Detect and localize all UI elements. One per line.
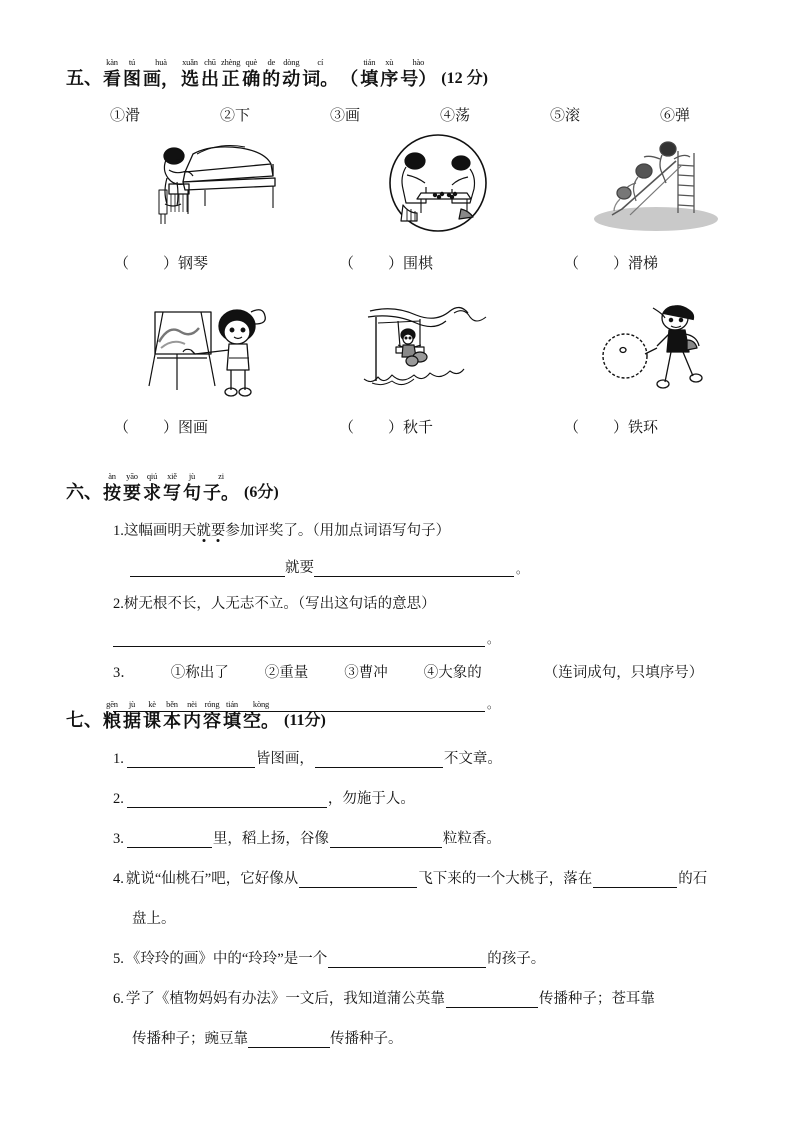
label-cell xyxy=(550,242,775,273)
answer-blank[interactable] xyxy=(328,950,486,968)
item-text: 不文章。 xyxy=(443,751,502,767)
painting-drawing xyxy=(123,295,303,400)
ruby-char xyxy=(181,58,199,90)
answer-blank[interactable] xyxy=(127,750,255,768)
ruby-char xyxy=(203,472,239,504)
hanzi: 写 xyxy=(163,483,181,503)
verb-option: ②下 xyxy=(220,108,251,124)
ruby-char xyxy=(203,700,221,732)
q1-dotted-char-2: 要 xyxy=(210,523,226,539)
ruby-char xyxy=(103,472,121,504)
pinyin: xuǎn xyxy=(182,57,198,67)
pinyin: cí xyxy=(317,57,324,67)
period: 。 xyxy=(487,697,500,711)
pinyin: kòng xyxy=(252,699,270,709)
ruby-char xyxy=(242,58,260,90)
section-six-score: (6分) xyxy=(244,484,279,501)
picture-cell-hoop xyxy=(550,295,775,400)
pinyin: kè xyxy=(148,699,156,709)
slide-drawing xyxy=(573,131,753,236)
pinyin: àn xyxy=(108,471,116,481)
ruby-char xyxy=(243,700,279,732)
label-cell xyxy=(550,406,775,437)
ruby-char xyxy=(201,58,219,90)
ruby-char xyxy=(302,58,338,90)
section-five-number: 五、 xyxy=(66,68,102,88)
label-cell xyxy=(325,242,550,273)
hanzi: 内 xyxy=(183,711,201,731)
pinyin: yāo xyxy=(126,471,138,481)
answer-blank[interactable] xyxy=(130,559,285,577)
item-text: 《玲玲的画》中的“玲玲”是一个 xyxy=(125,951,328,967)
label-text: ）图画 xyxy=(163,420,209,436)
answer-blank[interactable] xyxy=(299,870,417,888)
pinyin: róng xyxy=(204,699,220,709)
ruby-char xyxy=(123,58,141,90)
ruby-char xyxy=(221,58,240,90)
picture-cell-weiqi xyxy=(325,131,550,236)
q1-answer-mid: 就要 xyxy=(285,560,314,576)
paren-open: （ xyxy=(339,420,355,436)
item-text: ，勿施于人。 xyxy=(327,791,415,807)
fill-item-2 xyxy=(0,790,793,808)
answer-blank[interactable] xyxy=(446,990,538,1008)
picture-cell-painting xyxy=(100,295,325,400)
hanzi: 确 xyxy=(242,69,261,89)
fill-item-4-continuation xyxy=(0,910,793,928)
section-seven-number: 七、 xyxy=(66,710,102,730)
verb-option: ⑥弹 xyxy=(660,108,691,124)
ruby-char xyxy=(123,700,141,732)
weiqi-drawing xyxy=(348,131,528,236)
pinyin: xiě xyxy=(167,471,177,481)
paren-open: （ xyxy=(114,256,130,272)
answer-blank-weiqi[interactable] xyxy=(325,252,433,273)
hanzi: （ xyxy=(340,69,359,89)
item-text: 就说“仙桃石”吧，它好像从 xyxy=(125,871,299,887)
item-number: 5. xyxy=(113,951,124,967)
pinyin: jù xyxy=(128,699,136,709)
item-text: 的孩子。 xyxy=(487,951,546,967)
section-five-heading xyxy=(0,58,793,90)
q3-word-option: ④大象的 xyxy=(423,665,482,681)
verb-options xyxy=(0,104,793,125)
q3-hint: （连词成句，只填序号） xyxy=(543,665,704,681)
section-seven-title-ruby xyxy=(102,700,280,732)
hanzi: 粮 xyxy=(103,711,121,731)
ruby-char xyxy=(163,472,181,504)
hanzi: 动 xyxy=(282,69,301,89)
fill-item-4 xyxy=(0,870,793,888)
item-text: 传播种子；苍耳靠 xyxy=(538,991,655,1007)
question-6-2: 2.树无根不长，人无志不立。（写出这句话的意思） xyxy=(113,596,436,612)
hanzi: 画， xyxy=(143,69,179,89)
label-text: ）钢琴 xyxy=(163,256,209,272)
hanzi: 本 xyxy=(163,711,181,731)
verb-option: ⑤滚 xyxy=(550,108,581,124)
answer-blank[interactable] xyxy=(127,790,327,808)
hanzi: 求 xyxy=(143,483,161,503)
ruby-char xyxy=(143,472,161,504)
hanzi: 的 xyxy=(262,69,281,89)
picture-row-1 xyxy=(0,131,793,236)
pinyin: tián xyxy=(363,57,376,67)
pinyin: běn xyxy=(166,699,178,709)
fill-item-6-continuation xyxy=(0,1030,793,1048)
picture-labels-row-2 xyxy=(0,406,793,437)
hanzi: 词。 xyxy=(302,69,339,89)
item-number: 1. xyxy=(113,751,124,767)
item-text: 盘上。 xyxy=(132,911,176,927)
pinyin: què xyxy=(245,57,258,67)
picture-cell-piano xyxy=(100,131,325,236)
fill-item-3 xyxy=(0,830,793,848)
hanzi: 空。 xyxy=(243,711,279,731)
section-seven xyxy=(0,700,793,1048)
hanzi: 填 xyxy=(223,711,241,731)
pinyin: jù xyxy=(188,471,196,481)
ruby-char xyxy=(282,58,300,90)
label-cell xyxy=(100,406,325,437)
item-text: 粒粒香。 xyxy=(442,831,501,847)
item-text: 传播种子。 xyxy=(330,1031,403,1047)
verb-option: ③画 xyxy=(330,108,361,124)
paren-open: （ xyxy=(114,420,130,436)
pinyin: tú xyxy=(128,57,136,67)
label-cell xyxy=(325,406,550,437)
ruby-char xyxy=(163,700,181,732)
paren-open: （ xyxy=(339,256,355,272)
label-text: ）铁环 xyxy=(613,420,659,436)
pinyin: xù xyxy=(385,57,394,67)
item-text: 皆图画， xyxy=(255,751,314,767)
ruby-char xyxy=(103,700,121,732)
q3-word-option: ①称出了 xyxy=(170,665,229,681)
hanzi: 子。 xyxy=(203,483,239,503)
ruby-char xyxy=(143,700,161,732)
answer-blank-swing[interactable] xyxy=(325,416,433,437)
fill-item-6 xyxy=(0,990,793,1008)
q1-text-after: 参加评奖了。（用加点词语写句子） xyxy=(225,523,451,539)
ruby-char xyxy=(223,700,241,732)
answer-blank-slide[interactable] xyxy=(550,252,658,273)
label-text: ）围棋 xyxy=(388,256,434,272)
hanzi: 容 xyxy=(203,711,221,731)
question-6-3 xyxy=(0,661,793,682)
pinyin: chū xyxy=(204,57,216,67)
item-number: 6. xyxy=(113,991,124,1007)
pinyin: qiú xyxy=(146,471,158,481)
q3-number: 3． xyxy=(113,665,135,681)
label-cell xyxy=(100,242,325,273)
pinyin: huà xyxy=(155,57,167,67)
period: 。 xyxy=(487,632,500,646)
item-text: 的石 xyxy=(678,871,708,887)
pinyin: de xyxy=(267,57,276,67)
label-text: ）滑梯 xyxy=(613,256,659,272)
swing-drawing xyxy=(348,295,528,400)
label-text: ）秋千 xyxy=(388,420,434,436)
picture-labels-row-1 xyxy=(0,242,793,273)
hanzi: 看 xyxy=(103,69,121,89)
section-seven-score: (11分) xyxy=(284,712,326,729)
hanzi: 选 xyxy=(181,69,199,89)
ruby-char xyxy=(360,58,378,90)
q1-dotted-char-1: 就 xyxy=(196,523,211,539)
answer-blank[interactable] xyxy=(330,830,442,848)
hanzi: 号） xyxy=(400,69,437,89)
answer-blank-hoop[interactable] xyxy=(550,416,658,437)
hanzi: 据 xyxy=(123,711,141,731)
hanzi: 课 xyxy=(143,711,161,731)
answer-blank[interactable] xyxy=(314,559,514,577)
ruby-char xyxy=(262,58,280,90)
answer-blank[interactable] xyxy=(113,629,485,647)
item-number: 3. xyxy=(113,831,124,847)
ruby-char xyxy=(123,472,141,504)
verb-option: ④荡 xyxy=(440,108,471,124)
ruby-char xyxy=(183,700,201,732)
paren-open: （ xyxy=(564,420,580,436)
answer-line-6-2[interactable] xyxy=(0,629,793,647)
picture-cell-swing xyxy=(325,295,550,400)
ruby-char xyxy=(400,58,436,90)
section-seven-heading xyxy=(0,700,793,732)
pinyin: hào xyxy=(412,57,425,67)
ruby-char xyxy=(143,58,179,90)
question-6-1 xyxy=(0,518,793,544)
fill-item-5 xyxy=(0,950,793,968)
picture-row-2 xyxy=(0,295,793,400)
answer-blank[interactable] xyxy=(127,830,212,848)
paren-open: （ xyxy=(564,256,580,272)
item-number: 2. xyxy=(113,791,124,807)
ruby-char xyxy=(340,58,358,90)
hanzi: 按 xyxy=(103,483,121,503)
hanzi: 填 xyxy=(360,69,379,89)
answer-blank[interactable] xyxy=(593,870,677,888)
hoop-drawing xyxy=(573,295,753,400)
section-five-score: (12 分) xyxy=(441,70,488,87)
verb-option: ①滑 xyxy=(110,108,141,124)
hanzi: 要 xyxy=(123,483,141,503)
hanzi: 图 xyxy=(123,69,141,89)
q3-word-option: ②重量 xyxy=(264,665,309,681)
answer-blank-piano[interactable] xyxy=(100,252,208,273)
hanzi: 正 xyxy=(221,69,240,89)
ruby-char xyxy=(103,58,121,90)
section-six xyxy=(0,472,793,712)
fill-item-1 xyxy=(0,750,793,768)
ruby-char xyxy=(380,58,398,90)
item-text: 飞下来的一个大桃子，落在 xyxy=(418,871,593,887)
item-text: 传播种子；豌豆靠 xyxy=(132,1031,248,1047)
pinyin: nèi xyxy=(187,699,197,709)
pinyin: tián xyxy=(226,699,238,709)
piano-drawing xyxy=(123,131,303,236)
pinyin: kàn xyxy=(106,57,118,67)
hanzi: 句 xyxy=(183,483,201,503)
section-six-title-ruby xyxy=(102,472,240,504)
q3-word-option: ③曹冲 xyxy=(344,665,388,681)
period: 。 xyxy=(516,562,529,576)
answer-line-6-1[interactable] xyxy=(0,556,793,577)
q1-text-before: 1.这幅画明天 xyxy=(113,523,197,539)
answer-blank-painting[interactable] xyxy=(100,416,208,437)
answer-blank[interactable] xyxy=(248,1030,330,1048)
pinyin: dòng xyxy=(283,57,300,67)
pinyin: zi xyxy=(218,471,224,481)
hanzi: 出 xyxy=(201,69,219,89)
section-five-title-ruby xyxy=(102,58,437,90)
picture-cell-slide xyxy=(550,131,775,236)
section-six-heading xyxy=(0,472,793,504)
item-number: 4. xyxy=(113,871,124,887)
section-six-number: 六、 xyxy=(66,482,102,502)
pinyin: gēn xyxy=(106,699,118,709)
item-text: 学了《植物妈妈有办法》一文后，我知道蒲公英靠 xyxy=(125,991,445,1007)
hanzi: 序 xyxy=(380,69,399,89)
item-text: 里，稻上扬，谷像 xyxy=(212,831,329,847)
pinyin: zhèng xyxy=(221,57,241,67)
answer-blank[interactable] xyxy=(315,750,443,768)
section-five xyxy=(0,58,793,437)
ruby-char xyxy=(183,472,201,504)
